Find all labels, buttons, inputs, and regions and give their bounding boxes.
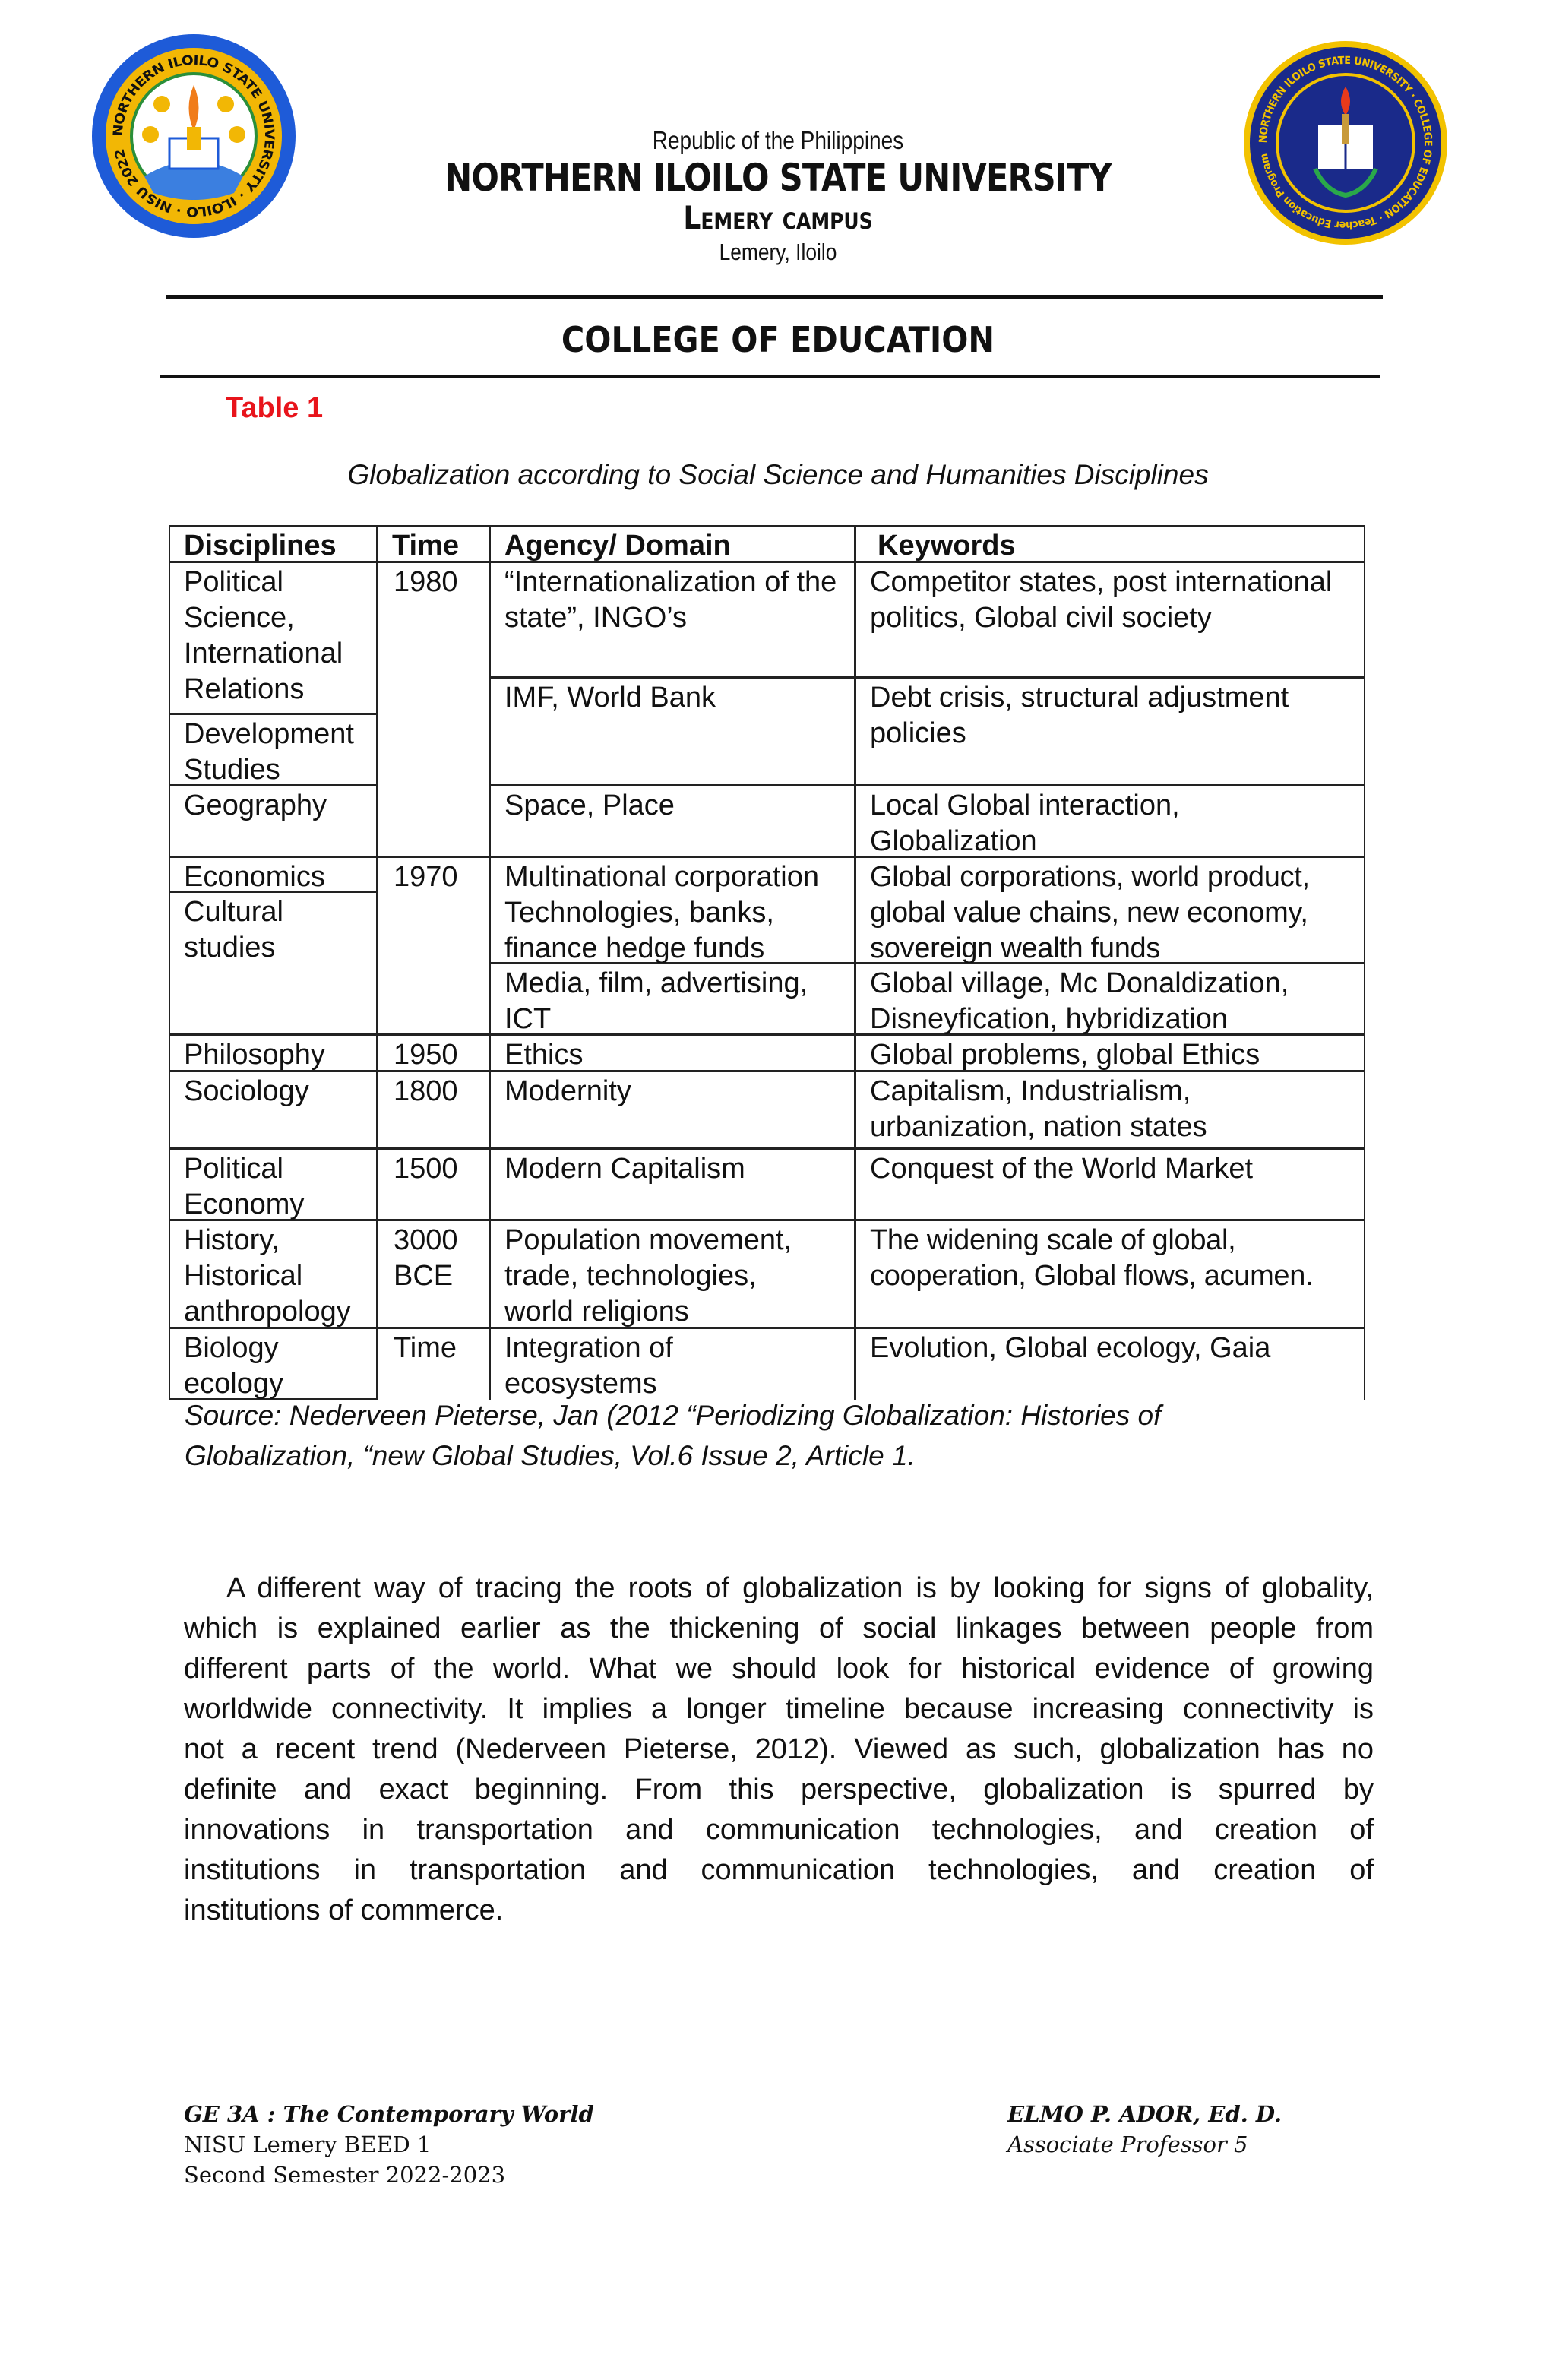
discipline-cell: Philosophy <box>169 1034 378 1071</box>
keywords-cell: Conquest of the World Market <box>855 1148 1365 1220</box>
keywords-cell: Global corporations, world product, global value chains, new economy, sovereign wealth funds <box>855 856 1365 964</box>
footer-course: GE 3A : The Contemporary World <box>184 2101 594 2127</box>
keywords-cell: The widening scale of global, cooperation, Global flows, acumen. <box>855 1220 1365 1328</box>
keywords-cell: Evolution, Global ecology, Gaia <box>855 1328 1365 1400</box>
keywords-cell: Competitor states, post international politics, Global civil society <box>855 562 1365 678</box>
time-cell: 1970 <box>377 856 490 1035</box>
column-header: Time <box>377 525 490 562</box>
agency-cell: “Internationalization of the state”, INGO’s <box>489 562 855 678</box>
republic-text: Republic of the Philippines <box>652 126 904 154</box>
agency-cell: Space, Place <box>489 785 855 857</box>
paragraph-line: innovations in transportation and communication technologies, and creation of <box>184 1814 1374 1846</box>
discipline-cell: Political Economy <box>169 1148 378 1220</box>
paragraph-line: institutions in transportation and communication technologies, and creation of <box>184 1854 1374 1886</box>
agency-cell: Integration of ecosystems <box>489 1328 855 1400</box>
keywords-cell: Capitalism, Industrialism, urbanization, nation states <box>855 1071 1365 1149</box>
keywords-cell: Global problems, global Ethics <box>855 1034 1365 1071</box>
paragraph-line: which is explained earlier as the thickening of social linkages between people from <box>184 1613 1374 1644</box>
table-caption: Globalization according to Social Science and Humanities Disciplines <box>347 459 1209 490</box>
paragraph-line: not a recent trend (Nederveen Pieterse, 2012). Viewed as such, globalization has no <box>184 1733 1374 1765</box>
agency-cell: Media, film, advertising, ICT <box>489 963 855 1035</box>
time-cell: 1500 <box>377 1148 490 1220</box>
table-source-line: Globalization, “new Global Studies, Vol.6 Issue 2, Article 1. <box>185 1440 916 1471</box>
campus-name: Lemery campus <box>683 199 873 236</box>
paragraph-line: different parts of the world. What we should look for historical evidence of growing <box>184 1653 1374 1685</box>
paragraph-line: institutions of commerce. <box>184 1894 504 1926</box>
footer-author: ELMO P. ADOR, Ed. D. <box>1007 2101 1282 2127</box>
right-logo-text: NORTHERN ILOILO STATE UNIVERSITY · COLLEGE OF EDUCATION · Teacher Education Program <box>1257 54 1434 232</box>
discipline-cell: Economics <box>169 856 378 892</box>
keywords-cell: Global village, Mc Donaldization, Disneyfication, hybridization <box>855 963 1365 1035</box>
discipline-cell: Geography <box>169 785 378 857</box>
keywords-cell: Debt crisis, structural adjustment policies <box>855 677 1365 786</box>
time-cell: 1800 <box>377 1071 490 1149</box>
header-divider <box>166 295 1383 299</box>
paragraph-line: worldwide connectivity. It implies a longer timeline because increasing connectivity is <box>184 1693 1374 1725</box>
discipline-cell: Development Studies <box>169 714 378 786</box>
agency-cell: IMF, World Bank <box>489 677 855 786</box>
campus-location: Lemery, Iloilo <box>719 239 837 265</box>
college-divider <box>160 375 1380 378</box>
table-label: Table 1 <box>226 392 324 424</box>
table-source-line: Source: Nederveen Pieterse, Jan (2012 “Periodizing Globalization: Histories of <box>185 1400 1162 1431</box>
column-header: Agency/ Domain <box>489 525 855 562</box>
agency-cell: Population movement, trade, technologies, world religions <box>489 1220 855 1328</box>
paragraph-line: definite and exact beginning. From this perspective, globalization is spurred by <box>184 1774 1374 1806</box>
discipline-cell: History, Historical anthropology <box>169 1220 378 1328</box>
footer-position: Associate Professor 5 <box>1007 2132 1248 2157</box>
time-cell: 1980 <box>377 562 490 857</box>
discipline-cell: Sociology <box>169 1071 378 1149</box>
time-cell: Time <box>377 1328 490 1400</box>
agency-cell: Modern Capitalism <box>489 1148 855 1220</box>
footer-semester: Second Semester 2022-2023 <box>184 2162 506 2188</box>
time-cell: 1950 <box>377 1034 490 1071</box>
time-cell: 3000 BCE <box>377 1220 490 1328</box>
left-logo-text: NORTHERN ILOILO STATE UNIVERSITY · ILOILO · NISU 2022 <box>110 52 277 220</box>
column-header: Keywords <box>855 525 1365 562</box>
discipline-cell: Cultural studies <box>169 891 378 1035</box>
column-header: Disciplines <box>169 525 378 562</box>
agency-cell: Multinational corporation Technologies, banks, finance hedge funds <box>489 856 855 964</box>
agency-cell: Ethics <box>489 1034 855 1071</box>
university-name: NORTHERN ILOILO STATE UNIVERSITY <box>444 156 1112 200</box>
discipline-cell: Biology ecology <box>169 1328 378 1400</box>
discipline-cell: Political Science, International Relations <box>169 562 378 714</box>
agency-cell: Modernity <box>489 1071 855 1149</box>
footer-section: NISU Lemery BEED 1 <box>184 2132 432 2157</box>
keywords-cell: Local Global interaction, Globalization <box>855 785 1365 857</box>
paragraph-line: A different way of tracing the roots of globalization is by looking for signs of globality, <box>226 1572 1374 1604</box>
college-title: COLLEGE OF EDUCATION <box>561 319 995 360</box>
